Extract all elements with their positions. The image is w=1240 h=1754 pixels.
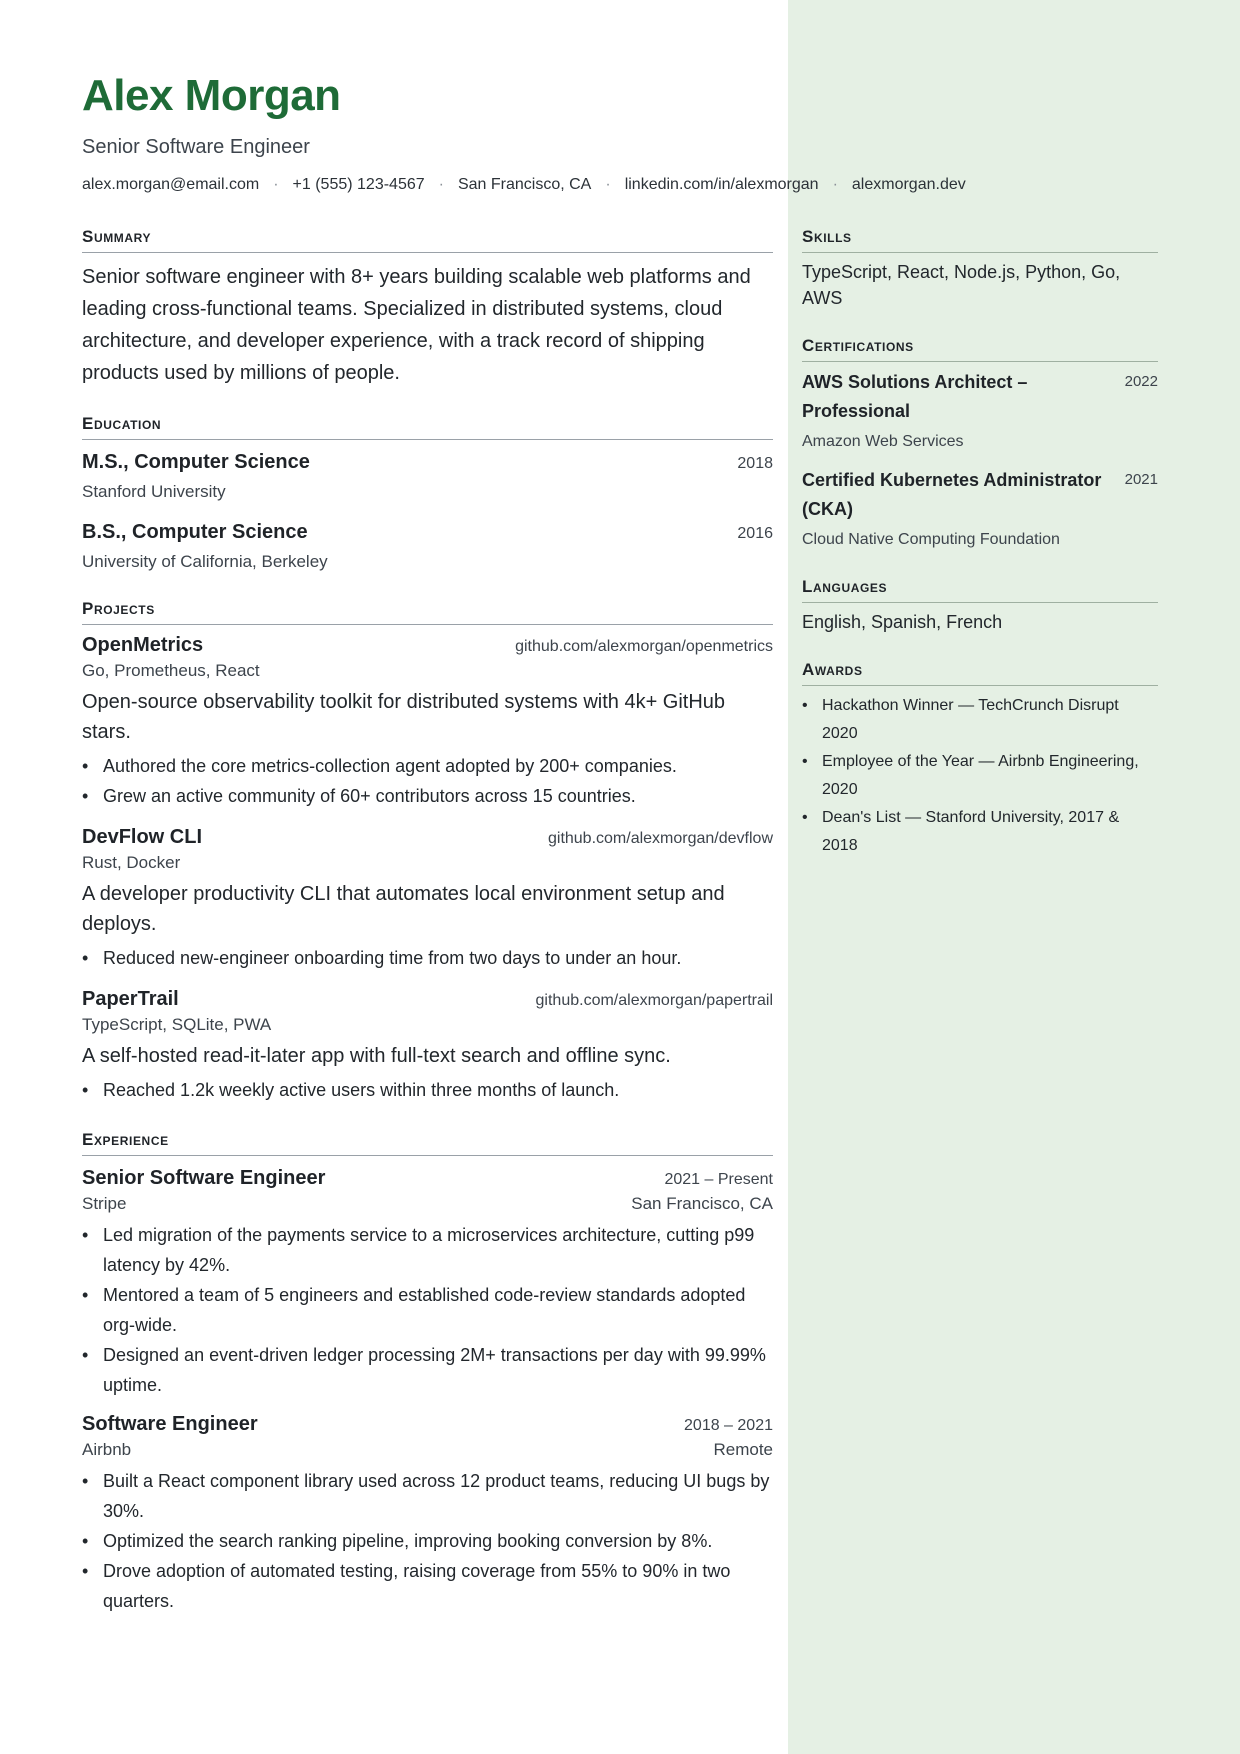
education-item — [82, 448, 773, 504]
contact-separator: · — [438, 176, 444, 193]
project-link[interactable]: github.com/alexmorgan/devflow — [547, 830, 773, 847]
bullet-item: • Reduced new-engineer onboarding time from two days to under an hour. — [82, 943, 773, 973]
skills-section — [802, 226, 1158, 311]
cert-year: 2022 — [1124, 373, 1158, 390]
section-heading: Summary — [82, 226, 773, 253]
awards-list — [802, 692, 1158, 860]
degree-year: 2016 — [737, 525, 773, 542]
projects-section — [82, 598, 773, 1105]
experience-item — [82, 1164, 773, 1400]
cert-title: Certified Kubernetes Administrator (CKA) — [802, 470, 1102, 519]
bullet-item: • Led migration of the payments service to a microservices architecture, cutting p99 latency by 42%. — [82, 1220, 773, 1280]
project-tech: Rust, Docker — [82, 853, 181, 872]
main-column — [82, 226, 773, 1616]
contact-phone[interactable]: +1 (555) 123-4567 — [292, 176, 425, 193]
degree-title: M.S., Computer Science — [82, 451, 310, 473]
project-name: OpenMetrics — [82, 634, 204, 656]
languages-section — [802, 576, 1158, 635]
section-heading: Certifications — [802, 335, 1158, 362]
project-tech: Go, Prometheus, React — [82, 661, 260, 680]
sidebar-column — [802, 226, 1158, 860]
section-heading: Education — [82, 413, 773, 440]
bullet-item: • Authored the core metrics-collection agent adopted by 200+ companies. — [82, 751, 773, 781]
job-role: Senior Software Engineer — [82, 1167, 326, 1189]
bullet-item: • Drove adoption of automated testing, raising coverage from 55% to 90% in two quarters. — [82, 1556, 773, 1616]
job-company: Airbnb — [82, 1440, 132, 1459]
section-heading: Experience — [82, 1129, 773, 1156]
project-bullets — [82, 1075, 773, 1105]
bullet-item: • Designed an event-driven ledger processing 2M+ transactions per day with 99.99% uptime. — [82, 1340, 773, 1400]
skills-list: TypeScript, React, Node.js, Python, Go, AWS — [802, 262, 1121, 308]
award-item: • Hackathon Winner — TechCrunch Disrupt 2020 — [802, 692, 1158, 748]
job-location: San Francisco, CA — [631, 1194, 773, 1213]
job-dates: 2018 – 2021 — [684, 1417, 773, 1434]
project-tech: TypeScript, SQLite, PWA — [82, 1015, 272, 1034]
project-link[interactable]: github.com/alexmorgan/openmetrics — [515, 638, 773, 655]
cert-title: AWS Solutions Architect – Professional — [802, 372, 1028, 421]
candidate-title: Senior Software Engineer — [82, 136, 310, 158]
job-bullets — [82, 1466, 773, 1616]
project-description: A self-hosted read-it-later app with full-text search and offline sync. — [82, 1045, 671, 1067]
contact-email[interactable]: alex.morgan@email.com — [82, 176, 260, 193]
project-description: A developer productivity CLI that automates local environment setup and deploys. — [82, 883, 725, 935]
summary-text: Senior software engineer with 8+ years building scalable web platforms and leading cross-functional teams. Specialized in distributed systems, cloud architecture, and developer experience, with a track record of shipping products used by millions of people. — [82, 266, 751, 384]
degree-title: B.S., Computer Science — [82, 521, 308, 543]
experience-section — [82, 1129, 773, 1616]
section-heading: Awards — [802, 659, 1158, 686]
degree-year: 2018 — [737, 455, 773, 472]
section-heading: Languages — [802, 576, 1158, 603]
bullet-item: • Built a React component library used across 12 product teams, reducing UI bugs by 30%. — [82, 1466, 773, 1526]
contact-separator: · — [832, 176, 838, 193]
certifications-section — [802, 335, 1158, 552]
summary-section — [82, 226, 773, 389]
education-section — [82, 413, 773, 574]
award-item: • Employee of the Year — Airbnb Engineering, 2020 — [802, 748, 1158, 804]
section-heading: Projects — [82, 598, 773, 625]
job-dates: 2021 – Present — [664, 1171, 773, 1188]
school-name: Stanford University — [82, 482, 226, 501]
contact-linkedin-link[interactable]: linkedin.com/in/alexmorgan — [624, 176, 819, 193]
project-item — [82, 631, 773, 811]
cert-year: 2021 — [1124, 471, 1158, 488]
project-name: DevFlow CLI — [82, 826, 203, 848]
section-heading: Skills — [802, 226, 1158, 253]
project-link[interactable]: github.com/alexmorgan/papertrail — [535, 992, 773, 1009]
project-item — [82, 823, 773, 973]
contact-line — [82, 174, 1182, 196]
job-role: Software Engineer — [82, 1413, 258, 1435]
job-company: Stripe — [82, 1194, 127, 1213]
candidate-name: Alex Morgan — [82, 71, 341, 120]
bullet-item: • Mentored a team of 5 engineers and established code-review standards adopted org-wide. — [82, 1280, 773, 1340]
contact-separator: · — [605, 176, 611, 193]
cert-issuer: Amazon Web Services — [802, 433, 964, 450]
certification-item — [802, 368, 1158, 454]
cert-issuer: Cloud Native Computing Foundation — [802, 531, 1060, 548]
job-bullets — [82, 1220, 773, 1400]
project-bullets — [82, 943, 773, 973]
school-name: University of California, Berkeley — [82, 552, 328, 571]
project-bullets — [82, 751, 773, 811]
project-name: PaperTrail — [82, 988, 179, 1010]
award-item: • Dean's List — Stanford University, 2017 & 2018 — [802, 804, 1158, 860]
education-item — [82, 518, 773, 574]
languages-list: English, Spanish, French — [802, 612, 1003, 632]
resume-header — [82, 70, 1182, 196]
job-location: Remote — [713, 1440, 773, 1459]
experience-item — [82, 1410, 773, 1616]
contact-location: San Francisco, CA — [457, 176, 592, 193]
bullet-item: • Grew an active community of 60+ contributors across 15 countries. — [82, 781, 773, 811]
project-description: Open-source observability toolkit for distributed systems with 4k+ GitHub stars. — [82, 691, 726, 743]
certification-item — [802, 466, 1158, 552]
bullet-item: • Optimized the search ranking pipeline, improving booking conversion by 8%. — [82, 1526, 773, 1556]
contact-separator: · — [273, 176, 279, 193]
bullet-item: • Reached 1.2k weekly active users within three months of launch. — [82, 1075, 773, 1105]
contact-website-link[interactable]: alexmorgan.dev — [851, 176, 966, 193]
project-item — [82, 985, 773, 1105]
awards-section — [802, 659, 1158, 860]
